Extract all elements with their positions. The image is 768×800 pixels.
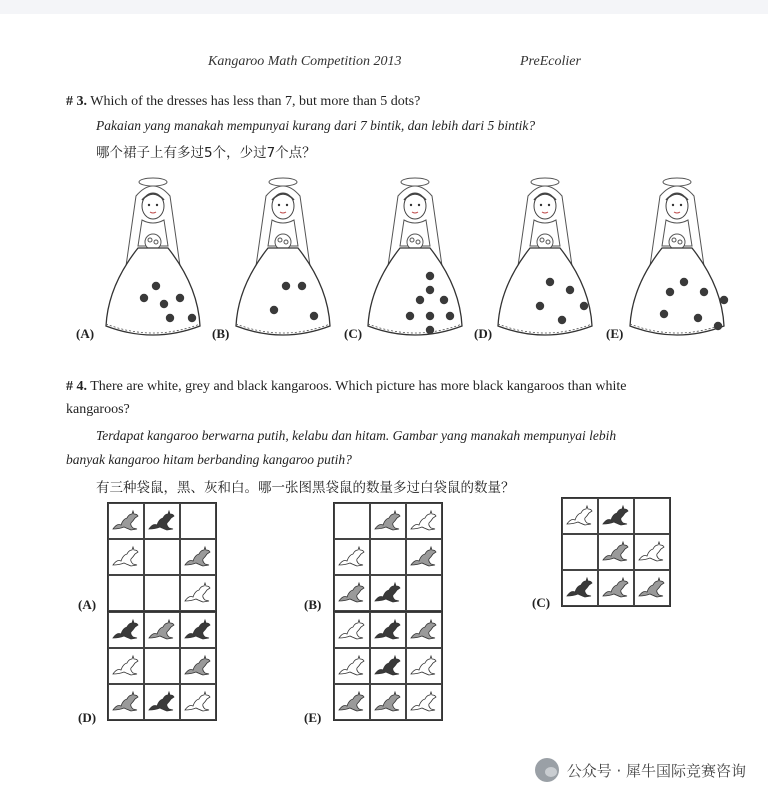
- q4-text-en-1: There are white, grey and black kangaroos. Which picture has more black kangaroos than white: [90, 379, 627, 394]
- empty-cell: [562, 534, 598, 570]
- header-level: PreEcolier: [520, 54, 581, 69]
- q4-text-en-2: kangaroos?: [66, 402, 130, 417]
- dress-dot: [188, 314, 196, 322]
- empty-cell: [406, 575, 442, 611]
- dress-option-a: [88, 176, 218, 356]
- dress-dot: [714, 322, 722, 330]
- dress-dot: [426, 312, 434, 320]
- kangaroo-black: [108, 612, 144, 648]
- kangaroo-white: [406, 648, 442, 684]
- dress-option-b: [218, 176, 348, 356]
- kangaroo-grid-a: [107, 502, 217, 612]
- kangaroo-grid-c: [561, 497, 671, 607]
- empty-cell: [634, 498, 670, 534]
- dress-dot: [580, 302, 588, 310]
- q4-number: # 4.: [66, 379, 87, 394]
- dress-label: (D): [474, 326, 493, 341]
- kangaroo-white: [334, 539, 370, 575]
- kangaroo-white: [406, 503, 442, 539]
- dress-label: (A): [76, 326, 95, 341]
- kangaroo-white: [108, 648, 144, 684]
- kangaroo-white: [334, 648, 370, 684]
- dress-label: (B): [212, 326, 230, 341]
- wechat-icon: [535, 758, 559, 782]
- empty-cell: [180, 503, 216, 539]
- kangaroo-grey: [334, 575, 370, 611]
- dress-dot: [282, 282, 290, 290]
- dress-dot: [406, 312, 414, 320]
- kangaroo-black: [144, 684, 180, 720]
- kangaroo-black: [370, 575, 406, 611]
- kangaroo-option-label: (D): [78, 710, 97, 725]
- dress-dot: [680, 278, 688, 286]
- dress-dot: [536, 302, 544, 310]
- q4-text-cn: 有三种袋鼠，黑、灰和白。哪一张图黑袋鼠的数量多过白袋鼠的数量？: [96, 480, 515, 496]
- dress-dot: [700, 288, 708, 296]
- dress-dot: [416, 296, 424, 304]
- kangaroo-grey: [406, 612, 442, 648]
- kangaroo-black: [370, 648, 406, 684]
- kangaroo-white: [562, 498, 598, 534]
- dress-dot: [720, 296, 728, 304]
- dress-dot: [176, 294, 184, 302]
- kangaroo-white: [108, 539, 144, 575]
- dress-dot: [298, 282, 306, 290]
- dress-dot: [694, 314, 702, 322]
- kangaroo-grey: [334, 684, 370, 720]
- watermark-text: 公众号 · 犀牛国际竞赛咨询: [566, 761, 746, 780]
- kangaroo-white: [180, 684, 216, 720]
- kangaroo-grid-d: [107, 611, 217, 721]
- kangaroo-option-label: (C): [532, 595, 551, 610]
- empty-cell: [144, 539, 180, 575]
- kangaroo-black: [562, 570, 598, 606]
- dress-label: (C): [344, 326, 363, 341]
- dress-dot: [166, 314, 174, 322]
- q4-text-ms-1: Terdapat kangaroo berwarna putih, kelabu dan hitam. Gambar yang manakah mempunyai lebih: [96, 428, 617, 443]
- dress-dot: [446, 312, 454, 320]
- kangaroo-grey: [370, 684, 406, 720]
- q3-text-ms: Pakaian yang manakah mempunyai kurang dari 7 bintik, dan lebih dari 5 bintik?: [96, 118, 536, 133]
- empty-cell: [334, 503, 370, 539]
- q4-text-ms-2: banyak kangaroo hitam berbanding kangaroo putih?: [66, 452, 352, 467]
- dress-dot: [310, 312, 318, 320]
- dress-dot: [426, 326, 434, 334]
- q3-number: # 3.: [66, 94, 87, 109]
- kangaroo-grey: [370, 503, 406, 539]
- dress-dot: [140, 294, 148, 302]
- dress-option-d: [480, 176, 610, 356]
- q4-title: [66, 379, 626, 395]
- dress-option-c: [350, 176, 480, 356]
- kangaroo-grey: [598, 570, 634, 606]
- header-competition: Kangaroo Math Competition 2013: [208, 54, 402, 69]
- dress-dot: [160, 300, 168, 308]
- dress-dot: [558, 316, 566, 324]
- dress-label: (E): [606, 326, 624, 341]
- dress-dot: [426, 286, 434, 294]
- kangaroo-grid-b: [333, 502, 443, 612]
- empty-cell: [108, 575, 144, 611]
- q3-text-cn: 哪个裙子上有多过5个，少过7个点？: [96, 145, 316, 161]
- kangaroo-option-label: (E): [304, 710, 322, 725]
- dress-dot: [152, 282, 160, 290]
- dress-dot: [270, 306, 278, 314]
- dress-dot: [440, 296, 448, 304]
- kangaroo-grey: [180, 539, 216, 575]
- kangaroo-black: [370, 612, 406, 648]
- kangaroo-black: [598, 498, 634, 534]
- dress-dot: [566, 286, 574, 294]
- kangaroo-white: [406, 684, 442, 720]
- page: [0, 14, 768, 800]
- dress-option-e: [612, 176, 742, 356]
- kangaroo-grey: [108, 684, 144, 720]
- watermark: [535, 758, 746, 782]
- dress-dot: [666, 288, 674, 296]
- kangaroo-option-label: (A): [78, 597, 97, 612]
- kangaroo-option-label: (B): [304, 597, 322, 612]
- empty-cell: [144, 648, 180, 684]
- kangaroo-grey: [144, 612, 180, 648]
- kangaroo-grey: [634, 570, 670, 606]
- empty-cell: [144, 575, 180, 611]
- kangaroo-grey: [108, 503, 144, 539]
- dress-dot: [546, 278, 554, 286]
- kangaroo-white: [180, 575, 216, 611]
- kangaroo-white: [334, 612, 370, 648]
- kangaroo-black: [144, 503, 180, 539]
- kangaroo-black: [180, 612, 216, 648]
- dress-dot: [426, 272, 434, 280]
- kangaroo-grey: [406, 539, 442, 575]
- dress-dot: [660, 310, 668, 318]
- kangaroo-grid-e: [333, 611, 443, 721]
- kangaroo-grey: [180, 648, 216, 684]
- q3-text-en: Which of the dresses has less than 7, but more than 5 dots?: [90, 94, 421, 109]
- q3-title: [66, 94, 420, 110]
- empty-cell: [370, 539, 406, 575]
- kangaroo-grey: [598, 534, 634, 570]
- kangaroo-white: [634, 534, 670, 570]
